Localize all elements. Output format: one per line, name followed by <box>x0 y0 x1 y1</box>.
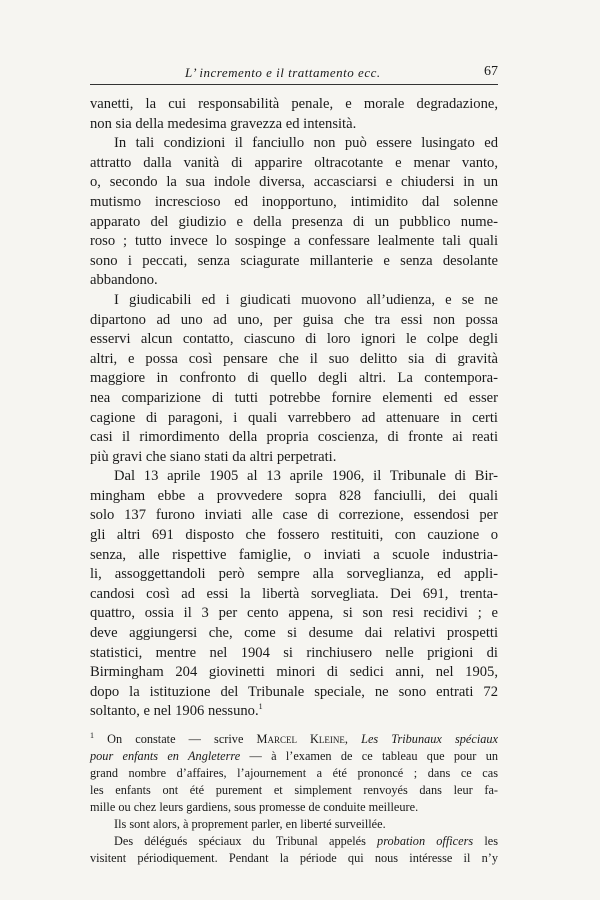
text-line: candosi così ad essi la libertà sorvegliata. Dei 691, trenta- <box>90 585 498 602</box>
text-line: abbandono. <box>90 272 158 289</box>
footnote-line <box>90 833 498 850</box>
footnote-line <box>90 731 498 748</box>
text-line: nea comparizione di tutti potrebbe fornire elementi ed esser <box>90 389 498 406</box>
text-line: mingham ebbe a provvedere sopra 828 fanciulli, dei quali <box>90 487 498 504</box>
footnote-mark: 1 <box>90 730 94 740</box>
book-page <box>90 62 498 867</box>
footnote-title: Les Tribunaux spéciaux <box>361 732 498 746</box>
page-number: 67 <box>484 64 498 79</box>
text-line: I giudicabili ed i giudicati muovono all’udienza, e se ne <box>114 291 498 308</box>
text-line: cagione di paragoni, i quali varrebbero ad attenuare in certi <box>90 409 498 426</box>
paragraph <box>90 291 498 467</box>
body-text <box>90 95 498 722</box>
text-line: attratto dalla vanità di apparire oltracotante e menar vanto, <box>90 154 498 171</box>
footnote-author: Marcel Kleine, <box>256 732 348 746</box>
text-line: statistici, mentre nel 1904 si rinchiusero nelle prigioni di <box>90 644 498 661</box>
text-line: non sia della medesima gravezza ed intensità. <box>90 115 357 132</box>
footnote-2 <box>90 816 498 833</box>
text-line: casi il rimordimento della propria coscienza, di fronte ai reati <box>90 429 498 446</box>
text-line: o, secondo la sua indole diversa, accasciarsi e chiudersi in un <box>90 174 498 191</box>
running-header <box>90 62 498 85</box>
text-line: più gravi che siano stati da altri perpetrati. <box>90 448 337 465</box>
footnote-italic-term: probation officers <box>377 834 474 848</box>
footnote-3 <box>90 833 498 867</box>
footnote-1 <box>90 731 498 816</box>
footnote-line: les enfants ont été purement et simplement renvoyés dans leur fa- <box>90 783 498 797</box>
text-line: dipartono ad uno ad uno, per guisa che tra essi non possa <box>90 311 498 328</box>
text-line: sono i peccati, senza sciagurate millanterie e senza desolante <box>90 252 498 269</box>
text-line: Birmingham 204 giovinetti minori di sedici anni, nel 1905, <box>90 664 498 681</box>
footnote-reference[interactable]: 1 <box>258 702 263 712</box>
paragraph <box>90 95 498 134</box>
footnote-text: les <box>484 834 498 848</box>
text-line: maggiore in confronto di quello degli altri. La contempora- <box>90 370 498 387</box>
text-line: deve aggiungersi che, come si desume dai relativi prospetti <box>90 625 498 642</box>
text-line: Dal 13 aprile 1905 al 13 aprile 1906, il Tribunale di Bir- <box>114 468 498 485</box>
text-line: quattro, ossia il 3 per cento appena, si son resi recidivi ; e <box>90 605 498 622</box>
text-line: senza, alle rispettive famiglie, o inviati a scuole industria- <box>90 546 498 563</box>
footnote-text: — à l’examen de ce tableau que pour un <box>249 749 499 763</box>
text-line: apparato del giudizio e della presenza di un pubblico nume- <box>90 213 498 230</box>
footnotes <box>90 731 498 867</box>
paragraph <box>90 134 498 291</box>
text-line-content: soltanto, e nel 1906 nessuno. <box>90 703 259 720</box>
text-line: vanetti, la cui responsabilità penale, e morale degradazione, <box>90 96 498 112</box>
text-line <box>90 702 498 722</box>
footnote-title-cont: pour enfants en Angleterre <box>90 749 241 763</box>
footnote-line: mille ou chez leurs gardiens, sous promesse de conduite meilleure. <box>90 800 419 814</box>
text-line: dopo la istituzione del Tribunale speciale, ne sono entrati 72 <box>90 683 498 700</box>
footnote-line <box>90 748 498 765</box>
paragraph <box>90 467 498 722</box>
text-line: roso ; tutto invece lo sospinge a confessare lealmente tali quali <box>90 233 498 250</box>
footnote-line: grand nombre d’affaires, l’ajournement a été prononcé ; dans ce cas <box>90 766 498 780</box>
footnote-intro: On constate — scrive <box>107 732 244 746</box>
text-line: solo 137 furono inviati alle case di correzione, essendosi per <box>90 507 498 524</box>
text-line: li, assoggettandoli però sempre alla sorveglianza, ed appli- <box>90 566 498 583</box>
running-title: L’ incremento e il trattamento ecc. <box>185 65 381 80</box>
text-line: In tali condizioni il fanciullo non può essere lusingato ed <box>114 135 498 152</box>
footnote-text: Des délégués spéciaux du Tribunal appelés <box>114 834 366 848</box>
footnote-text: Ils sont alors, à proprement parler, en liberté surveillée. <box>114 817 386 831</box>
text-line: mutismo increscioso ed inopportuno, intimidito dal solenne <box>90 193 498 210</box>
footnote-line: visitent périodiquement. Pendant la période qui nous intéresse il n’y <box>90 851 498 865</box>
text-line: altri, e possa così pensare che il suo delitto sia di gravità <box>90 350 498 367</box>
text-line: esservi alcun contatto, ciascuno di loro ignori le colpe degli <box>90 331 498 348</box>
text-line: gli altri 691 disposto che fossero restituiti, con cauzione o <box>90 527 498 544</box>
